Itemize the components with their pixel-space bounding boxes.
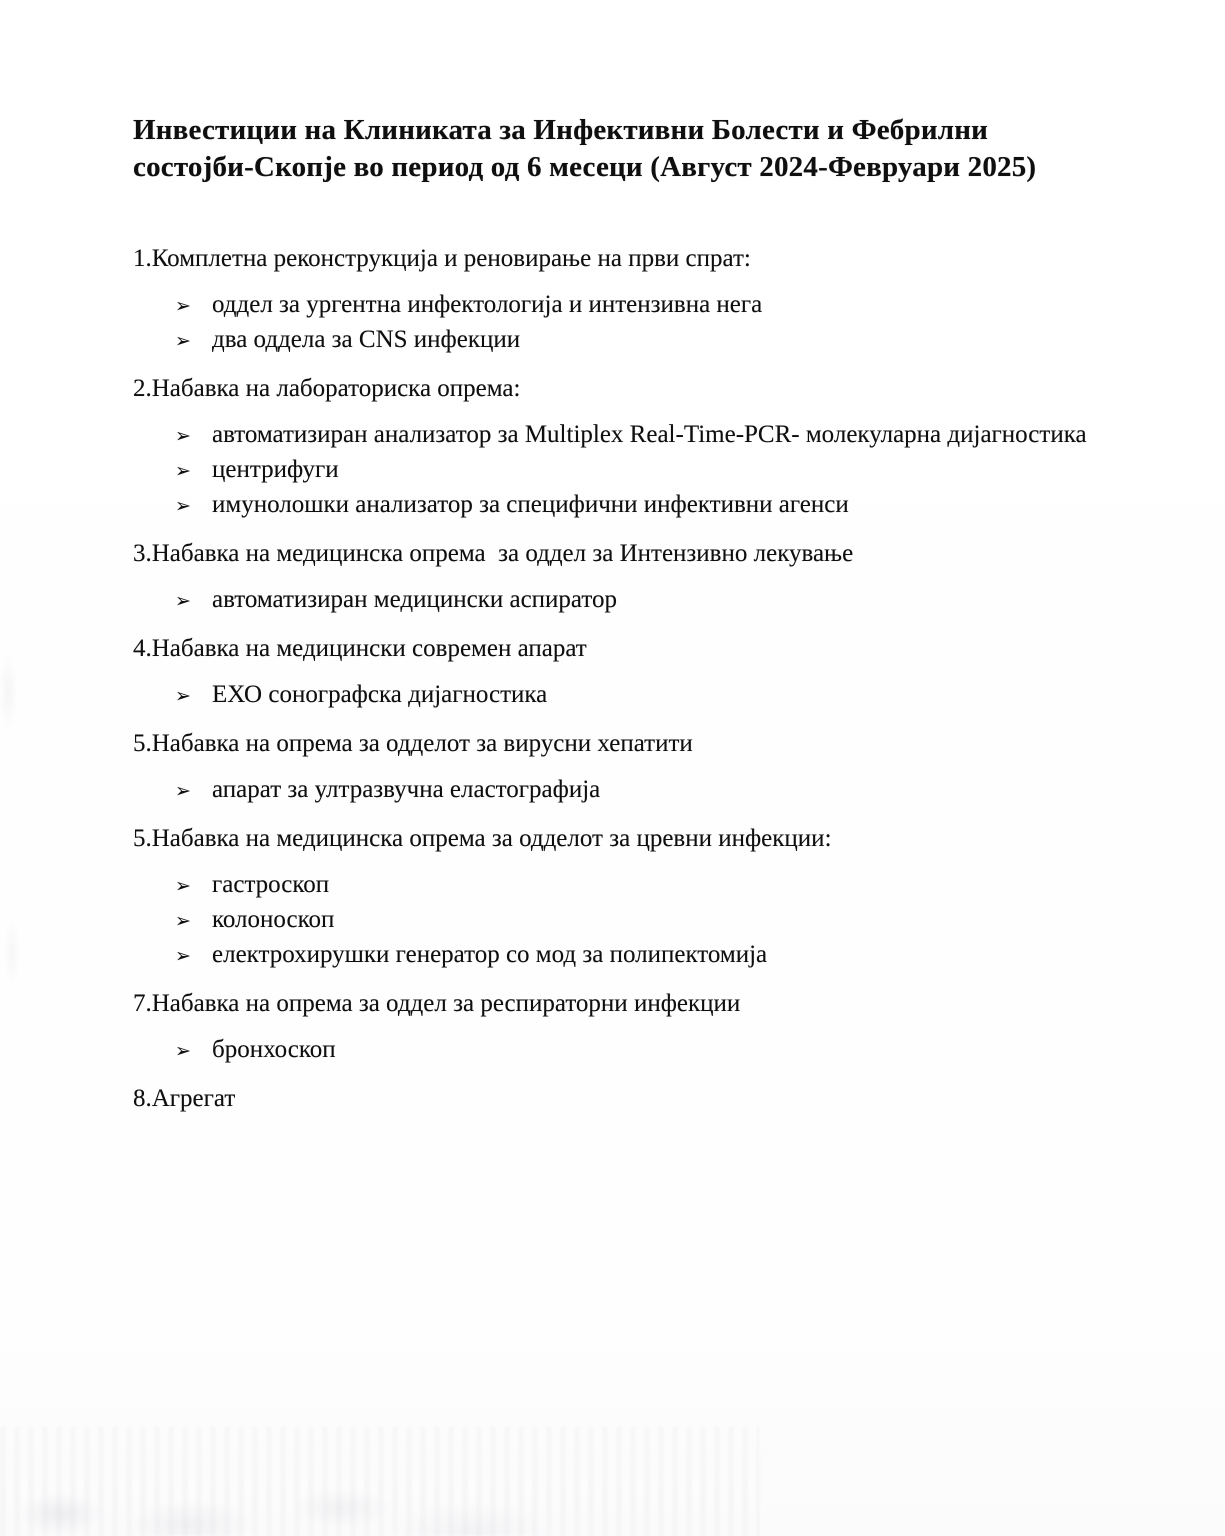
section-heading: 5.Набавка на опрема за одделот за вирусни хепатити (133, 730, 693, 757)
document-section (133, 632, 1145, 713)
list-item (175, 453, 1145, 488)
arrow-bullet-icon: ➢ (175, 295, 191, 317)
document-section (133, 372, 1145, 523)
list-item-text: два оддела за CNS инфекции (212, 326, 521, 353)
arrow-bullet-icon: ➢ (175, 780, 191, 802)
section-bullet-list (133, 288, 1145, 358)
list-item-text: ЕХО сонографска дијагностика (212, 681, 548, 708)
list-item-text: имунолошки анализатор за специфични инфективни агенси (212, 491, 849, 518)
arrow-bullet-icon: ➢ (175, 945, 191, 967)
document-section (133, 242, 1145, 358)
document-title-line2: состојби-Скопје во период од 6 месеци (Август 2024-Февруари 2025) (133, 151, 1037, 183)
section-heading: 5.Набавка на медицинска опрема за одделот за цревни инфекции: (133, 825, 832, 852)
document-section (133, 1082, 1145, 1115)
list-item-text: автоматизиран медицински аспиратор (212, 586, 617, 613)
list-item-text: апарат за ултразвучна еластографија (212, 776, 601, 803)
section-bullet-list (133, 583, 1145, 618)
arrow-bullet-icon: ➢ (175, 460, 191, 482)
document-section (133, 727, 1145, 808)
section-heading: 7.Набавка на опрема за оддел за респираторни инфекции (133, 990, 741, 1017)
document-section (133, 987, 1145, 1068)
list-item-text: оддел за ургентна инфектологија и интензивна нега (212, 291, 763, 318)
scan-noise-bottom (0, 1426, 760, 1536)
arrow-bullet-icon: ➢ (175, 330, 191, 352)
list-item (175, 288, 1145, 323)
list-item (175, 583, 1145, 618)
arrow-bullet-icon: ➢ (175, 685, 191, 707)
list-item-text: колоноскоп (212, 906, 335, 933)
arrow-bullet-icon: ➢ (175, 425, 191, 447)
arrow-bullet-icon: ➢ (175, 1040, 191, 1062)
section-heading: 1.Комплетна реконструкција и реновирање на први спрат: (133, 245, 751, 272)
list-item (175, 323, 1145, 358)
list-item (175, 1033, 1145, 1068)
list-item (175, 773, 1145, 808)
document-title-line1: Инвестиции на Клиниката за Инфективни Болести и Фебрилни (133, 114, 989, 146)
arrow-bullet-icon: ➢ (175, 495, 191, 517)
list-item-text: електрохирушки генератор со мод за полипектомија (212, 941, 768, 968)
list-item (175, 488, 1145, 523)
arrow-bullet-icon: ➢ (175, 910, 191, 932)
list-item-text: центрифуги (212, 456, 339, 483)
list-item (175, 418, 1145, 453)
section-bullet-list (133, 868, 1145, 973)
document-section (133, 537, 1145, 618)
document-title (133, 112, 1145, 186)
section-bullet-list (133, 418, 1145, 523)
list-item (175, 938, 1145, 973)
section-bullet-list (133, 678, 1145, 713)
list-item-text: автоматизиран анализатор за Multiplex Real-Time-PCR- молекуларна дијагностика (212, 421, 1087, 448)
arrow-bullet-icon: ➢ (175, 875, 191, 897)
sections (133, 242, 1145, 1115)
list-item (175, 868, 1145, 903)
document-section (133, 822, 1145, 973)
section-bullet-list (133, 1033, 1145, 1068)
section-heading: 3.Набавка на медицинска опрема за оддел за Интензивно лекување (133, 540, 854, 567)
list-item-text: бронхоскоп (212, 1036, 336, 1063)
list-item (175, 903, 1145, 938)
arrow-bullet-icon: ➢ (175, 590, 191, 612)
section-heading: 2.Набавка на лабораториска опрема: (133, 375, 521, 402)
section-heading: 4.Набавка на медицински современ апарат (133, 635, 587, 662)
section-bullet-list (133, 773, 1145, 808)
list-item (175, 678, 1145, 713)
list-item-text: гастроскоп (212, 871, 330, 898)
section-heading: 8.Агрегат (133, 1085, 236, 1112)
